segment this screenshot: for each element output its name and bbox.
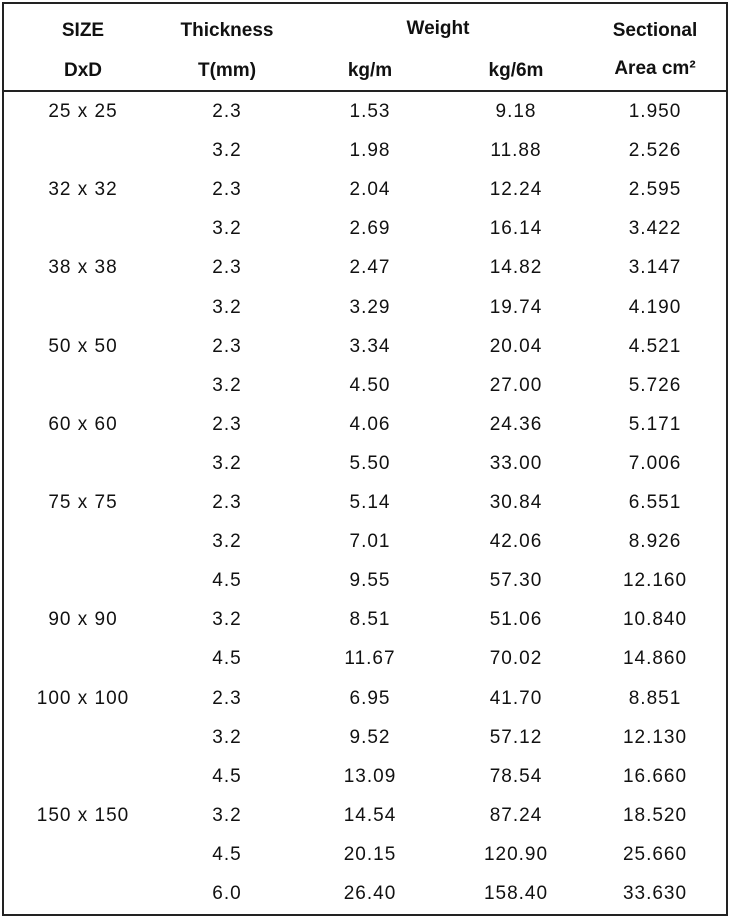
header-weight-kgm: kg/m [347, 60, 393, 81]
cell-weight-kgm: 20.15 [343, 843, 397, 865]
cell-sectional-area: 16.660 [622, 765, 688, 787]
cell-weight-kgm: 8.51 [349, 609, 391, 631]
cell-thickness: 6.0 [212, 883, 242, 904]
cell-thickness: 2.3 [212, 687, 242, 709]
cell-size [4, 522, 162, 561]
cell-weight-kgm: 13.09 [343, 765, 397, 787]
cell-thickness: 3.2 [212, 726, 242, 748]
cell-thickness: 2.3 [212, 335, 242, 357]
cell-sectional-area: 7.006 [628, 452, 682, 474]
cell-weight-kg6m: 27.00 [489, 374, 543, 396]
header-area-unit: Area cm² [614, 58, 696, 79]
cell-thickness: 3.2 [212, 609, 242, 631]
cell-weight-kg6m: 41.70 [489, 687, 543, 709]
cell-weight-kg6m: 70.02 [489, 648, 543, 670]
table-row [4, 679, 726, 718]
cell-weight-kgm: 7.01 [349, 531, 391, 553]
table-row [4, 639, 726, 678]
cell-sectional-area: 14.860 [622, 648, 688, 670]
cell-thickness: 3.2 [212, 804, 242, 826]
cell-weight-kgm: 1.98 [349, 140, 391, 162]
table-row [4, 835, 726, 874]
header-thickness-unit: T(mm) [197, 60, 257, 81]
table-header [4, 4, 726, 92]
cell-size: 75 x 75 [48, 492, 118, 513]
cell-size [4, 639, 162, 678]
cell-sectional-area: 5.171 [628, 413, 682, 435]
table-row [4, 131, 726, 170]
cell-size [4, 366, 162, 405]
table-row [4, 796, 726, 835]
cell-weight-kg6m: 51.06 [489, 609, 543, 631]
cell-weight-kg6m: 57.30 [489, 570, 543, 592]
cell-weight-kgm: 5.50 [349, 452, 391, 474]
cell-weight-kgm: 14.54 [343, 804, 397, 826]
cell-sectional-area: 3.422 [628, 218, 682, 240]
cell-sectional-area: 6.551 [628, 492, 682, 513]
cell-size: 38 x 38 [48, 257, 118, 279]
cell-weight-kgm: 11.67 [344, 648, 396, 670]
cell-size: 150 x 150 [36, 804, 130, 826]
cell-weight-kg6m: 87.24 [489, 804, 543, 826]
cell-weight-kgm: 3.34 [349, 335, 391, 357]
cell-size: 100 x 100 [36, 687, 130, 709]
cell-thickness: 4.5 [212, 570, 242, 592]
cell-thickness: 4.5 [212, 648, 242, 670]
cell-weight-kg6m: 20.04 [489, 335, 543, 357]
cell-size: 50 x 50 [48, 335, 118, 357]
cell-sectional-area: 25.660 [622, 843, 688, 865]
cell-weight-kg6m: 33.00 [489, 452, 543, 474]
cell-thickness: 3.2 [212, 374, 242, 396]
cell-weight-kg6m: 24.36 [489, 413, 543, 435]
cell-thickness: 3.2 [212, 218, 242, 240]
table-row [4, 366, 726, 405]
cell-weight-kg6m: 19.74 [489, 296, 543, 318]
cell-thickness: 3.2 [212, 452, 242, 474]
cell-size [4, 444, 162, 483]
cell-weight-kg6m: 12.24 [489, 179, 543, 201]
cell-sectional-area: 12.160 [622, 570, 688, 592]
cell-weight-kgm: 9.55 [349, 570, 391, 592]
cell-thickness: 3.2 [212, 140, 242, 162]
cell-size [4, 288, 162, 327]
table-row [4, 757, 726, 796]
cell-sectional-area: 33.630 [622, 883, 688, 904]
cell-sectional-area: 2.595 [628, 179, 682, 201]
cell-thickness: 2.3 [212, 257, 242, 279]
cell-size [4, 561, 162, 600]
cell-weight-kgm: 4.50 [349, 374, 391, 396]
cell-weight-kg6m: 57.12 [489, 726, 543, 748]
cell-thickness: 4.5 [212, 843, 242, 865]
cell-weight-kg6m: 120.90 [483, 843, 549, 865]
table-row [4, 522, 726, 561]
table-row [4, 92, 726, 131]
table-row [4, 718, 726, 757]
cell-weight-kgm: 4.06 [349, 413, 391, 435]
table-row [4, 444, 726, 483]
cell-weight-kg6m: 158.40 [483, 883, 549, 904]
cell-weight-kgm: 2.47 [349, 257, 391, 279]
cell-weight-kg6m: 30.84 [489, 492, 543, 513]
cell-size: 90 x 90 [48, 609, 118, 631]
cell-size: 60 x 60 [48, 413, 118, 435]
table-row [4, 170, 726, 209]
cell-thickness: 3.2 [212, 296, 242, 318]
table-row [4, 248, 726, 287]
table-row [4, 288, 726, 327]
table-row [4, 874, 726, 913]
cell-sectional-area: 4.521 [628, 335, 682, 357]
cell-sectional-area: 1.950 [628, 101, 682, 122]
cell-weight-kg6m: 42.06 [489, 531, 543, 553]
header-thickness-title: Thickness [180, 20, 274, 41]
cell-weight-kgm: 5.14 [349, 492, 391, 513]
cell-size [4, 757, 162, 796]
cell-thickness: 2.3 [212, 413, 242, 435]
cell-sectional-area: 4.190 [628, 296, 682, 318]
cell-weight-kgm: 26.40 [343, 883, 397, 904]
steel-tube-table [2, 2, 728, 916]
cell-weight-kg6m: 9.18 [495, 101, 537, 122]
table-row [4, 405, 726, 444]
table-row [4, 327, 726, 366]
cell-sectional-area: 18.520 [622, 804, 688, 826]
cell-sectional-area: 3.147 [628, 257, 682, 279]
table-row [4, 483, 726, 522]
cell-weight-kgm: 1.53 [349, 101, 391, 122]
cell-thickness: 2.3 [212, 492, 242, 513]
cell-thickness: 2.3 [212, 179, 242, 201]
cell-weight-kg6m: 78.54 [489, 765, 543, 787]
cell-size [4, 718, 162, 757]
cell-sectional-area: 8.851 [628, 687, 682, 709]
header-weight-kg6m: kg/6m [488, 60, 544, 81]
header-weight-title: Weight [406, 18, 470, 39]
cell-weight-kg6m: 11.88 [490, 140, 542, 162]
cell-thickness: 3.2 [212, 531, 242, 553]
header-area-title: Sectional [612, 20, 698, 41]
cell-sectional-area: 2.526 [628, 140, 682, 162]
table-row [4, 209, 726, 248]
cell-sectional-area: 5.726 [628, 374, 682, 396]
cell-weight-kg6m: 16.14 [489, 218, 543, 240]
cell-size: 25 x 25 [48, 101, 118, 122]
cell-size [4, 131, 162, 170]
cell-weight-kg6m: 14.82 [489, 257, 543, 279]
cell-weight-kgm: 2.69 [349, 218, 391, 240]
cell-weight-kgm: 3.29 [349, 296, 391, 318]
table-row [4, 600, 726, 639]
header-size-title: SIZE [61, 20, 105, 41]
cell-thickness: 4.5 [212, 765, 242, 787]
cell-thickness: 2.3 [212, 101, 242, 122]
cell-weight-kgm: 2.04 [349, 179, 391, 201]
cell-weight-kgm: 9.52 [349, 726, 391, 748]
cell-size [4, 874, 162, 913]
header-size-unit: DxD [63, 60, 102, 81]
cell-weight-kgm: 6.95 [349, 687, 391, 709]
cell-size [4, 835, 162, 874]
cell-sectional-area: 8.926 [628, 531, 682, 553]
cell-sectional-area: 12.130 [622, 726, 688, 748]
cell-size [4, 209, 162, 248]
table-row [4, 561, 726, 600]
cell-size: 32 x 32 [48, 179, 118, 201]
cell-sectional-area: 10.840 [622, 609, 688, 631]
